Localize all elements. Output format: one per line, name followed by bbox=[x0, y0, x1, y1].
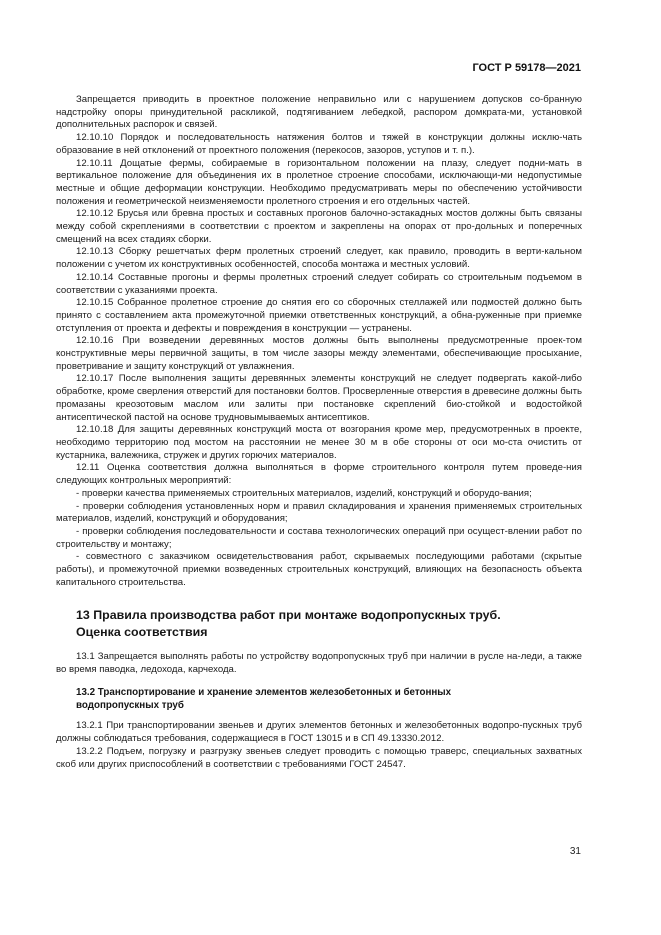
paragraph: 12.10.13 Сборку решетчатых ферм пролетных строений следует, как правило, проводить в верти-кальном положении с учетом их конструктивных особенностей, способа монтажа и местных условий. bbox=[56, 246, 582, 271]
page-number: 31 bbox=[569, 846, 581, 857]
paragraph-13-2-2: 13.2.2 Подъем, погрузку и разгрузку звеньев следует проводить с помощью траверс, специальных захватных скоб или других приспособлений в соответствии с требованиями ГОСТ 24547. bbox=[56, 745, 582, 770]
subsection-title-line: 13.2 Транспортирование и хранение элементов железобетонных и бетонных bbox=[76, 686, 452, 698]
section-title-line: 13 Правила производства работ при монтаже водопропускных труб. bbox=[76, 608, 501, 623]
list-item: - проверки соблюдения установленных норм и правил складирования и хранения применяемых строительных материалов, изделий, конструкций и оборудования; bbox=[56, 500, 582, 525]
paragraph: 12.10.15 Собранное пролетное строение до снятия его со сборочных стеллажей или подмостей должно быть принято с составлением акта промежуточной приемки ответственных конструкций, а обна-руженные при приемке отступления от проекта и дефекты и повреждения в конструкции — устранены. bbox=[56, 297, 582, 334]
list-item: - проверки соблюдения последовательности и состава технологических операций при осущест-влении работ по строительству и монтажу; bbox=[56, 525, 582, 550]
list-item: - совместного с заказчиком освидетельствования работ, скрываемых последующими работами (скрытые работы), и промежуточной приемки возведенных строительных конструкций, влияющих на безопасность объекта капитального строительства. bbox=[56, 551, 582, 588]
paragraph: 12.10.17 После выполнения защиты деревянных элементы конструкций не следует подвергать какой-либо обработке, кроме сверления отверстий для постановки болтов. Просверленные отверстия в древесине должны быть промазаны креозотовым маслом или залиты при постановке скреплений био-стойкой и водостойкой антисептической пастой на основе трудновымываемых антисептиков. bbox=[56, 373, 582, 423]
paragraph: 12.10.10 Порядок и последовательность натяжения болтов и тяжей в конструкции должны исклю-чать образование в ней отклонений от проектного положения (перекосов, зазоров, уступов и т. п.). bbox=[56, 132, 582, 156]
subsection-title-line: водопропускных труб bbox=[76, 699, 184, 711]
document-body bbox=[56, 94, 582, 771]
list-item: - проверки качества применяемых строительных материалов, изделий, конструкций и оборудо-вания; bbox=[76, 487, 532, 499]
paragraph: 12.10.16 При возведении деревянных мостов должны быть выполнены предусмотренные проек-том конструктивные меры первичной защиты, в том числе зазоры между элементами, обеспечивающие просыхание, проветривание и защиту конструкций от увлажнения. bbox=[56, 335, 582, 372]
paragraph-13-2-1: 13.2.1 При транспортировании звеньев и других элементов бетонных и железобетонных водопро-пускных труб должны соблюдаться требования, содержащиеся в ГОСТ 13015 и в СП 49.13330.2012. bbox=[56, 720, 582, 745]
paragraph: 12.10.14 Составные прогоны и фермы пролетных строений следует собирать со строительным подъемом в соответствии с указаниями проекта. bbox=[56, 271, 582, 296]
standard-header: ГОСТ Р 59178—2021 bbox=[472, 62, 581, 74]
paragraph: Запрещается приводить в проектное положение неправильно или с нарушением допусков со-бранную надстройку опоры принудительной раскликой, подтягиванием лебедкой, распором домкрата-ми, установкой дополнительных распорок и связей. bbox=[56, 94, 582, 131]
subsection-13-2-title bbox=[76, 687, 582, 713]
paragraph: 12.11 Оценка соответствия должна выполняться в форме строительного контроля путем проведе-ния следующих контрольных мероприятий: bbox=[56, 462, 582, 487]
section-13-title bbox=[76, 607, 582, 640]
paragraph-13-1: 13.1 Запрещается выполнять работы по устройству водопропускных труб при наличии в русле на-леди, а также во время паводка, ледохода, карчехода. bbox=[56, 651, 582, 676]
paragraph: 12.10.11 Дощатые фермы, собираемые в горизонтальном положении на плазу, следует подни-мать в вертикальное положение для объединения их в пролетное строение способами, исключающи-ми недопустимые местные и общие деформации конструкции. Необходимо предусматривать меры по обеспечению устойчивости положения и геометрической неизменяемости пролетного строения и его отдельных частей. bbox=[56, 157, 582, 207]
paragraph: 12.10.12 Брусья или бревна простых и составных прогонов балочно-эстакадных мостов должны быть связаны между собой скреплениями в соответствии с проектом и закреплены на опорах от про-дольных и поперечных смещений на всех стадиях сборки. bbox=[56, 208, 582, 245]
section-title-line: Оценка соответствия bbox=[76, 624, 208, 639]
paragraph: 12.10.18 Для защиты деревянных конструкций моста от возгорания кроме мер, предусмотренных в проекте, необходимо территорию под мостом на расстоянии не менее 30 м в обе стороны от оси мо-ста очистить от кустарника, валежника, стружек и других горючих материалов. bbox=[56, 424, 582, 461]
